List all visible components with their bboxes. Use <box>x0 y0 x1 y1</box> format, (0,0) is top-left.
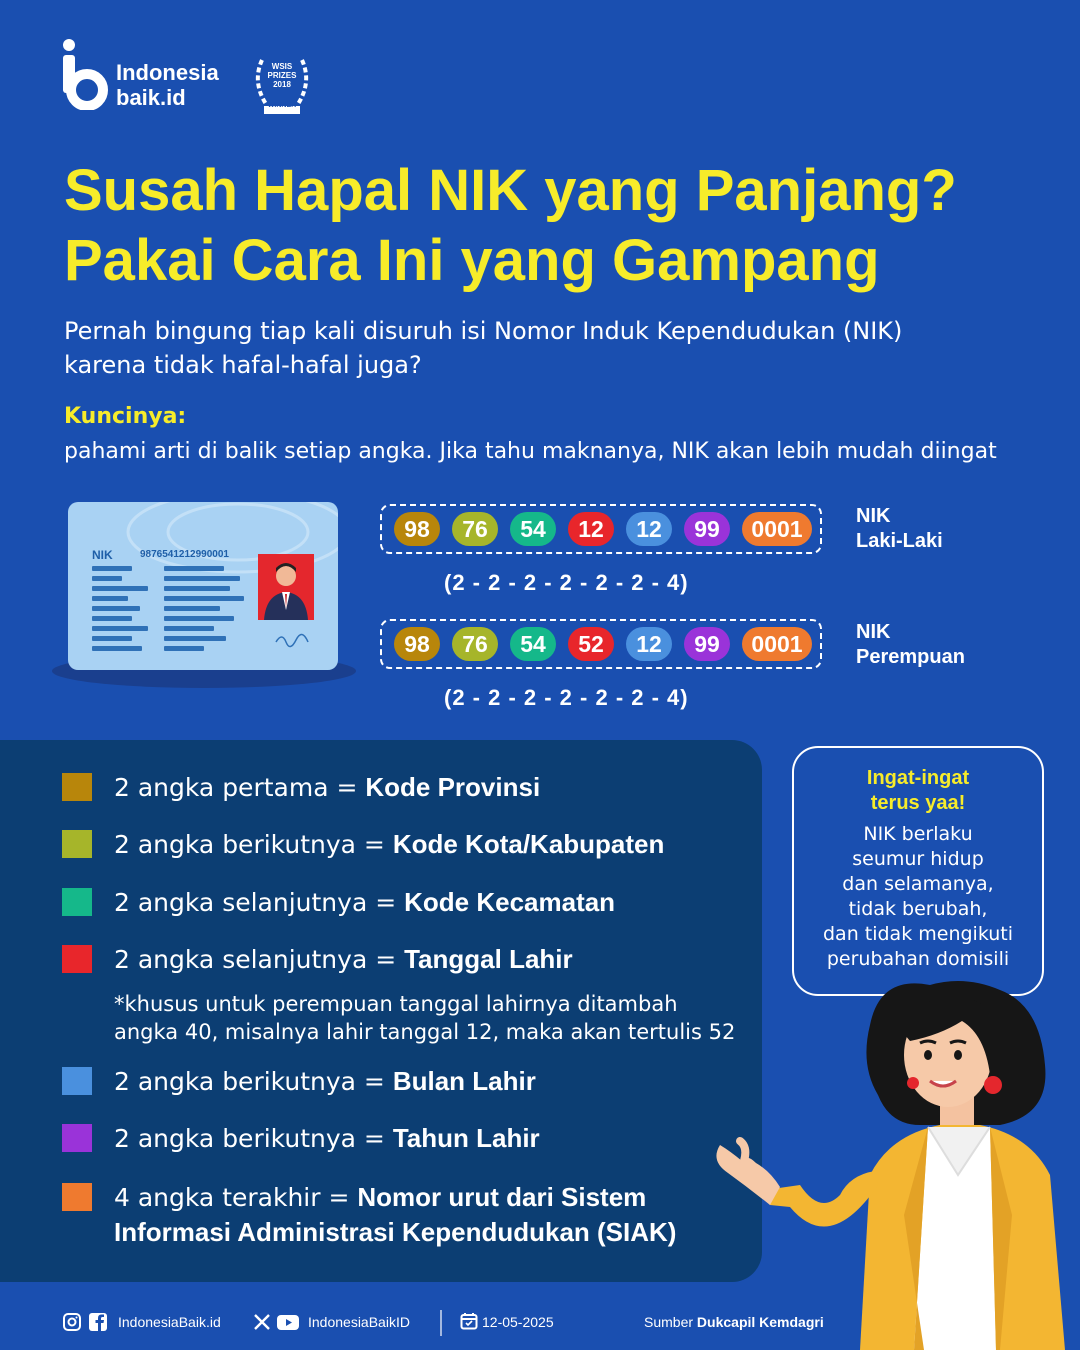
note-line2: angka 40, misalnya lahir tanggal 12, maka akan tertulis 52 <box>114 1020 736 1044</box>
legend-text: 2 angka berikutnya = Tahun Lahir <box>114 1123 540 1153</box>
brand-logo <box>62 38 322 118</box>
nik-female-segment-4: 52 <box>568 627 614 661</box>
nik-male-segment-6: 99 <box>684 512 730 546</box>
person-photo-icon <box>258 554 314 620</box>
logo-text <box>116 60 219 110</box>
nik-male-pattern: (2 - 2 - 2 - 2 - 2 - 2 - 4) <box>444 570 689 595</box>
legend-note <box>114 990 754 1046</box>
card-nik-number: 9876541212990001 <box>140 549 229 560</box>
award-line4: WINNER <box>267 102 297 109</box>
nik-female-box <box>380 619 822 669</box>
instagram-icon[interactable] <box>62 1312 82 1332</box>
footer-source <box>644 1314 824 1330</box>
facebook-icon[interactable] <box>88 1312 108 1332</box>
legend-swatch <box>62 830 92 858</box>
footer-date: 12-05-2025 <box>482 1314 554 1330</box>
card-line <box>164 636 226 641</box>
legend-swatch <box>62 1183 92 1211</box>
card-line <box>92 566 132 571</box>
woman-presenter-illustration <box>700 975 1080 1350</box>
legend-text: 2 angka selanjutnya = Kode Kecamatan <box>114 887 616 917</box>
legend-swatch <box>62 1067 92 1095</box>
card-line <box>92 646 142 651</box>
card-line <box>92 636 132 641</box>
reminder-title-line2: terus yaa! <box>870 792 966 814</box>
card-line <box>164 596 244 601</box>
legend-swatch <box>62 1124 92 1152</box>
logo-line1: Indonesia <box>116 60 219 85</box>
nik-female-segment-6: 99 <box>684 627 730 661</box>
legend-text: 2 angka berikutnya = Bulan Lahir <box>114 1066 536 1096</box>
source-label: Sumber <box>644 1314 694 1330</box>
nik-female-label <box>856 620 965 670</box>
card-line <box>92 626 148 631</box>
nik-female-label-line1: NIK <box>856 621 891 643</box>
reminder-title-line1: Ingat-ingat <box>866 767 970 789</box>
nik-male-segment-7: 0001 <box>742 512 812 546</box>
card-line <box>92 586 148 591</box>
nik-male-label-line2: Laki-Laki <box>856 530 943 552</box>
wsis-award-badge <box>250 48 314 118</box>
card-line <box>164 606 220 611</box>
card-nik-label: NIK <box>92 548 113 562</box>
reminder-line: seumur hidup <box>852 848 984 870</box>
nik-male-segment-1: 98 <box>394 512 440 546</box>
indonesia-baik-logo-icon <box>62 38 108 110</box>
youtube-icon[interactable] <box>276 1312 300 1332</box>
key-text: pahami arti di balik setiap angka. Jika tahu maknanya, NIK akan lebih mudah diingat <box>64 439 997 464</box>
footer <box>62 1308 862 1338</box>
card-line <box>92 616 132 621</box>
nik-female-pattern: (2 - 2 - 2 - 2 - 2 - 2 - 4) <box>444 685 689 710</box>
card-line <box>92 606 140 611</box>
card-line <box>164 576 240 581</box>
calendar-icon <box>460 1312 478 1330</box>
legend-text: 2 angka pertama = Kode Provinsi <box>114 772 541 802</box>
card-photo <box>258 554 314 620</box>
award-line3: 2018 <box>273 80 291 89</box>
signature-icon <box>274 630 314 650</box>
nik-female-segment-5: 12 <box>626 627 672 661</box>
nik-male-label <box>856 504 943 554</box>
card-line <box>164 646 204 651</box>
key-label: Kuncinya: <box>64 404 187 429</box>
reminder-body <box>794 822 1042 972</box>
card-line <box>92 576 122 581</box>
footer-divider <box>440 1310 442 1336</box>
legend-text: 2 angka berikutnya = Kode Kota/Kabupaten <box>114 829 665 859</box>
nik-female-segment-3: 54 <box>510 627 556 661</box>
title-line2: Pakai Cara Ini yang Gampang <box>64 228 880 293</box>
legend-text: 2 angka selanjutnya = Tanggal Lahir <box>114 944 573 974</box>
source-value: Dukcapil Kemdagri <box>696 1314 824 1330</box>
card-line <box>164 616 234 621</box>
nik-female-segment-7: 0001 <box>742 627 812 661</box>
card-line <box>164 626 214 631</box>
reminder-line: dan tidak mengikuti <box>822 923 1014 945</box>
card-line <box>164 586 230 591</box>
nik-female-segment-2: 76 <box>452 627 498 661</box>
reminder-box <box>792 746 1044 996</box>
nik-male-segment-4: 12 <box>568 512 614 546</box>
legend-swatch <box>62 773 92 801</box>
intro-line2: karena tidak hafal-hafal juga? <box>64 351 422 379</box>
id-card-illustration <box>68 502 338 670</box>
title-line1: Susah Hapal NIK yang Panjang? <box>64 158 957 223</box>
nik-female-label-line2: Perempuan <box>856 646 965 668</box>
note-line1: *khusus untuk perempuan tanggal lahirnya ditambah <box>114 992 678 1016</box>
intro-text <box>64 314 1024 382</box>
card-line <box>164 566 224 571</box>
reminder-line: NIK berlaku <box>863 823 973 845</box>
reminder-title <box>794 766 1042 816</box>
award-line1: WSIS <box>271 62 293 71</box>
card-line <box>92 596 128 601</box>
award-line2: PRIZES <box>267 71 297 80</box>
nik-male-box <box>380 504 822 554</box>
nik-female-segment-1: 98 <box>394 627 440 661</box>
legend-text: 4 angka terakhir = Nomor urut dari Sistem Informasi Administrasi Kependudukan (SIAK) <box>114 1182 677 1247</box>
intro-line1: Pernah bingung tiap kali disuruh isi Nomor Induk Kependudukan (NIK) <box>64 317 903 345</box>
nik-male-label-line1: NIK <box>856 505 891 527</box>
nik-male-segment-3: 54 <box>510 512 556 546</box>
reminder-line: perubahan domisili <box>826 948 1010 970</box>
logo-line2: baik.id <box>116 85 186 110</box>
nik-male-segment-5: 12 <box>626 512 672 546</box>
x-twitter-icon[interactable] <box>252 1312 272 1332</box>
reminder-line: tidak berubah, <box>848 898 988 920</box>
legend-swatch <box>62 888 92 916</box>
footer-handle-instagram-facebook[interactable]: IndonesiaBaik.id <box>118 1314 221 1330</box>
page-title <box>64 156 1024 296</box>
footer-handle-x-youtube[interactable]: IndonesiaBaikID <box>308 1314 410 1330</box>
reminder-line: dan selamanya, <box>842 873 994 895</box>
legend-swatch <box>62 945 92 973</box>
nik-male-segment-2: 76 <box>452 512 498 546</box>
